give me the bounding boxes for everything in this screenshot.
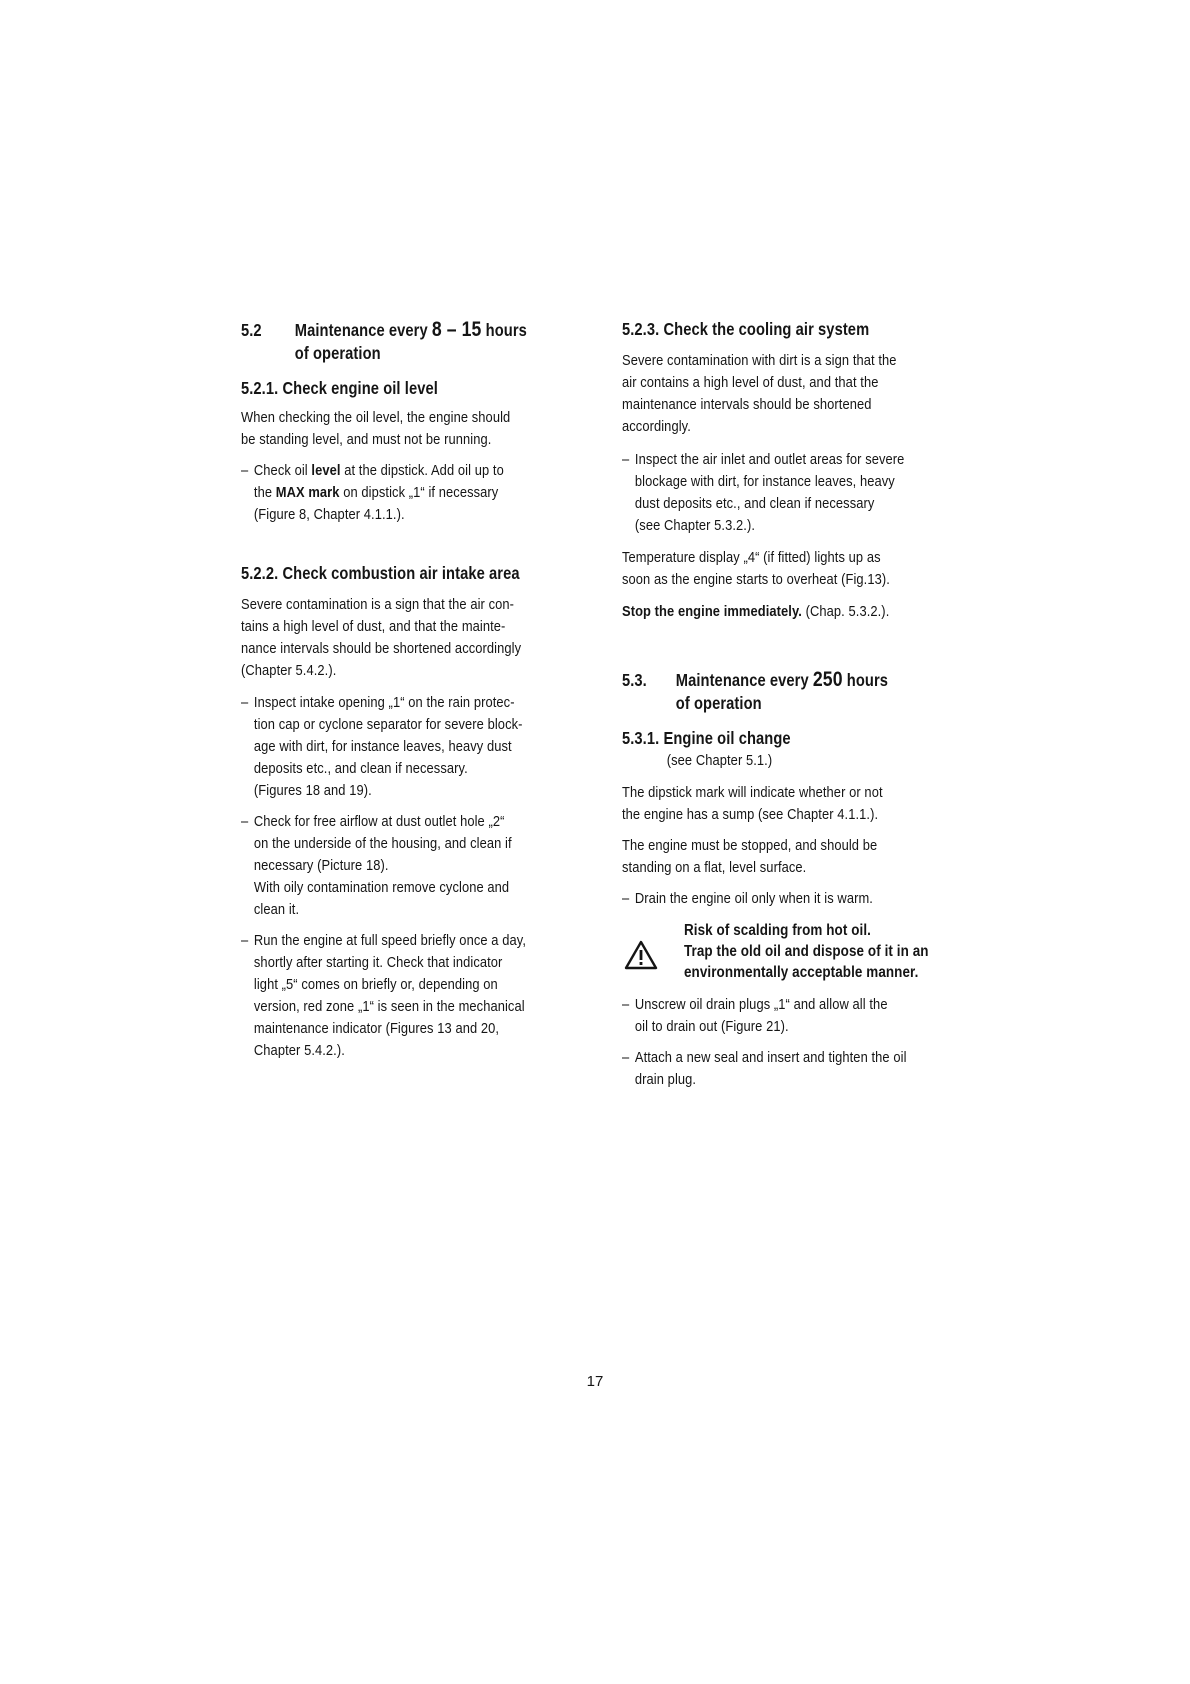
intake-bullet-airflow: – Check for free airflow at dust outlet hole „2“ on the underside of the housing, and clean if necessary (Picture 18). With oily contamination remove cyclone and clean it. bbox=[241, 813, 512, 918]
oil-level-intro: When checking the oil level, the engine should be standing level, and must not be running. bbox=[241, 409, 511, 448]
section-5-2-3-heading: 5.2.3. Check the cooling air system bbox=[622, 319, 870, 339]
engine-stopped-note: The engine must be stopped, and should be standing on a flat, level surface. bbox=[622, 837, 878, 876]
page-number: 17 bbox=[586, 1373, 604, 1390]
temperature-display-note: Temperature display „4“ (if fitted) lights up as soon as the engine starts to overheat (Fig.13). bbox=[622, 549, 890, 588]
cooling-bullet-inspect: – Inspect the air inlet and outlet areas for severe blockage with dirt, for instance leaves, heavy dust deposits etc., and clean if necessary (see Chapter 5.3.2.). bbox=[622, 451, 905, 534]
drain-warm-bullet: – Drain the engine oil only when it is warm. bbox=[622, 890, 873, 907]
section-5-3-1-subtitle: (see Chapter 5.1.) bbox=[666, 752, 773, 769]
unscrew-drain-plugs-bullet: – Unscrew oil drain plugs „1“ and allow all the oil to drain out (Figure 21). bbox=[622, 996, 888, 1035]
attach-seal-bullet: – Attach a new seal and insert and tighten the oil drain plug. bbox=[622, 1049, 907, 1088]
warning-triangle-icon bbox=[624, 940, 658, 970]
intake-bullet-full-speed: – Run the engine at full speed briefly once a day, shortly after starting it. Check that indicator light „5“ comes on briefly or, depending on version, red zone „1“ is seen in the mechanical maintenance indicator (Figures 13 and 20, Chapter 5.4.2.). bbox=[241, 932, 527, 1059]
dipstick-note: The dipstick mark will indicate whether or not the engine has a sump (see Chapter 4.1.1.). bbox=[622, 784, 883, 823]
cooling-intro: Severe contamination with dirt is a sign that the air contains a high level of dust, and that the maintenance intervals should be shortened accordingly. bbox=[622, 352, 897, 435]
right-column bbox=[622, 318, 972, 1091]
section-5-3-1-heading: 5.3.1. Engine oil change bbox=[622, 728, 791, 748]
intake-bullet-inspect: – Inspect intake opening „1“ on the rain protec- tion cap or cyclone separator for severe block- age with dirt, for instance leaves, heavy dust deposits etc., and clean if necessary. (Figures 18 and 19). bbox=[241, 694, 523, 799]
section-5-2-1-heading: 5.2.1. Check engine oil level bbox=[241, 378, 438, 398]
left-column bbox=[241, 318, 591, 1062]
stop-engine-note: Stop the engine immediately. (Chap. 5.3.2.). bbox=[622, 603, 890, 620]
hot-oil-warning: Risk of scalding from hot oil. Trap the old oil and dispose of it in an environmentally acceptable manner. bbox=[622, 920, 972, 983]
intake-intro: Severe contamination is a sign that the air con- tains a high level of dust, and that the mainte- nance intervals should be shortened accordingly (Chapter 5.4.2.). bbox=[241, 596, 522, 679]
section-5-3-heading: 5.3. Maintenance every 250 hours of operation bbox=[622, 668, 889, 713]
section-5-2-heading: 5.2 Maintenance every 8 – 15 hours of operation bbox=[241, 318, 527, 363]
oil-level-bullet: – Check oil level at the dipstick. Add oil up to the MAX mark on dipstick „1“ if necessary (Figure 8, Chapter 4.1.1.). bbox=[241, 462, 504, 523]
section-5-2-2-heading: 5.2.2. Check combustion air intake area bbox=[241, 563, 520, 583]
